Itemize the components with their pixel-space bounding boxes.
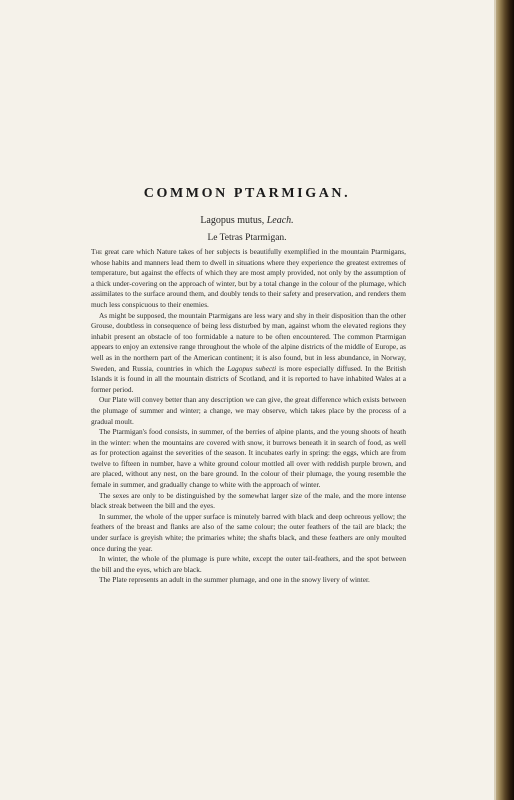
paragraph-3: Our Plate will convey better than any description we can give, the great difference which exists between the plumage of summer and winter; a change, we may observe, which takes place by the process of a gradual moult.	[91, 395, 406, 426]
paragraph-4: The Ptarmigan's food consists, in summer, of the berries of alpine plants, and the young shoots of heath in the winter: when the mountains are covered with snow, it burrows beneath it in search of food, as well as for protection against the severities of the season. It incubates early in spring: the eggs, which are from twelve to fifteen in number, have a white ground colour mottled all over with reddish purple brown, and are placed, without any nest, on the bare ground. In the colour of their plumage, the young resemble the female in summer, and gradually change to white with the approach of winter.	[91, 427, 406, 490]
header	[0, 186, 494, 243]
paragraph-6: In summer, the whole of the upper surface is minutely barred with black and deep ochreous yellow; the feathers of the breast and flanks are also of the same colour; the outer feathers of the tail are black; the under surface is greyish white; the primaries white; the shafts black, and these feathers are only moulted once during the year.	[91, 511, 406, 553]
page-edge	[494, 0, 496, 800]
paragraph-text: is more especially diffused. In the British Islands it is found in all the mountain districts of Scotland, and it is reported to have inhabited Wales at a former period.	[91, 363, 406, 394]
paragraph-2	[91, 311, 406, 396]
paragraph-5: The sexes are only to be distinguished by the somewhat larger size of the male, and the more intense black streak between the bill and the eyes.	[91, 490, 406, 511]
french-name: Le Tetras Ptarmigan.	[207, 233, 287, 243]
paragraph-1	[91, 247, 406, 311]
paragraph-text: great care which Nature takes of her subjects is beautifully exemplified in the mountain Ptarmigans, whose habits and manners lead them to dwell in situations where they experience the greatest extremes of temperature, but against the effects of which they are most amply provided, not only by the assumption of a thick under-covering on the approach of winter, but by a total change in the colour of the plumage, which assimilates to the surface around them, and doubly tends to their safety and preservation, and renders them much less conspicuous to their enemies.	[91, 247, 406, 309]
page-title: COMMON PTARMIGAN.	[143, 186, 351, 201]
body-text	[91, 247, 406, 586]
lead-word: The	[91, 247, 103, 256]
scientific-name: Lagopus mutus,	[200, 215, 265, 226]
paragraph-8: The Plate represents an adult in the summer plumage, and one in the snowy livery of winter.	[99, 575, 370, 585]
paragraph-7: In winter, the whole of the plumage is pure white, except the outer tail-feathers, and the spot between the bill and the eyes, which are black.	[91, 554, 406, 574]
book-spine	[494, 0, 514, 800]
scientific-author: Leach.	[266, 215, 294, 226]
scientific-name-line	[0, 215, 494, 226]
paragraph-italic: Lagopus subecti	[227, 363, 277, 373]
paragraph-text: As might be supposed, the mountain Ptarmigans are less wary and shy in their disposition than the other Grouse, doubtless in consequence of being less disturbed by man, against whom the elevated regions they inhabit present an obstacle of too formidable a nature to be often encountered. The common Ptarmigan appears to enjoy an extensive range throughout the whole of the alpine districts of the middle of Europe, as well as in the northern part of the American continent; it is also found, but in less abundance, in Norway, Sweden, and Russia, countries in which the	[91, 310, 406, 373]
